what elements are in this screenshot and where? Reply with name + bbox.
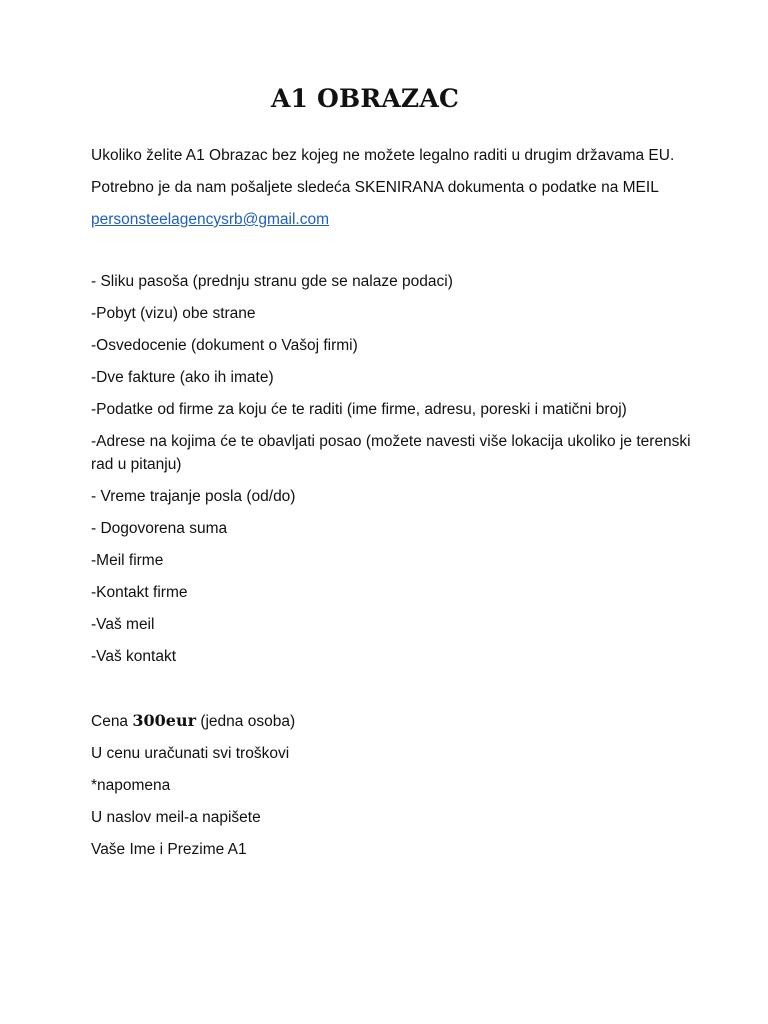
list-item-your-email: -Vaš meil [91,615,155,633]
list-item-passport: - Sliku pasoša (prednju stranu gde se nalaze podaci) [91,273,453,290]
note-subject: U naslov meil-a napišete [91,808,261,826]
list-item-work-addresses: -Adrese na kojima će te obavljati posao (možete navesti više lokacija ukoliko je terenski rad u pitanju) [91,433,691,473]
note-heading: *napomena [91,776,171,794]
email-link[interactable]: personsteelagencysrb@gmail.com [91,211,330,228]
document-body [91,145,691,871]
price-prefix: Cena [91,712,133,730]
list-item-agreed-sum: - Dogovorena suma [91,519,228,537]
list-item-your-contact: -Vaš kontakt [91,647,177,665]
note-name: Vaše Ime i Prezime A1 [91,840,247,858]
intro-paragraph-1: Ukoliko želite A1 Obrazac bez kojeg ne možete legalno raditi u drugim državama EU. [91,147,675,164]
list-item-company-data: -Podatke od firme za koju će te raditi (ime firme, adresu, poreski i matični broj) [91,401,627,418]
document-title: A1 OBRAZAC [270,84,460,113]
price-line [91,710,691,734]
list-item-company-document: -Osvedocenie (dokument o Vašoj firmi) [91,337,358,354]
email-line [91,209,691,232]
list-item-invoices: -Dve fakture (ako ih imate) [91,369,274,386]
spacer [91,678,691,710]
list-item-company-contact: -Kontakt firme [91,583,188,601]
price-amount: 300eur [132,710,197,730]
price-suffix: (jedna osoba) [196,712,296,730]
note-costs: U cenu uračunati svi troškovi [91,744,290,762]
list-item-visa: -Pobyt (vizu) obe strane [91,305,256,322]
list-item-company-email: -Meil firme [91,551,164,569]
intro-paragraph-2: Potrebno je da nam pošaljete sledeća SKENIRANA dokumenta o podatke na MEIL [91,179,659,196]
list-item-work-duration: - Vreme trajanje posla (od/do) [91,487,296,505]
spacer [91,241,691,271]
